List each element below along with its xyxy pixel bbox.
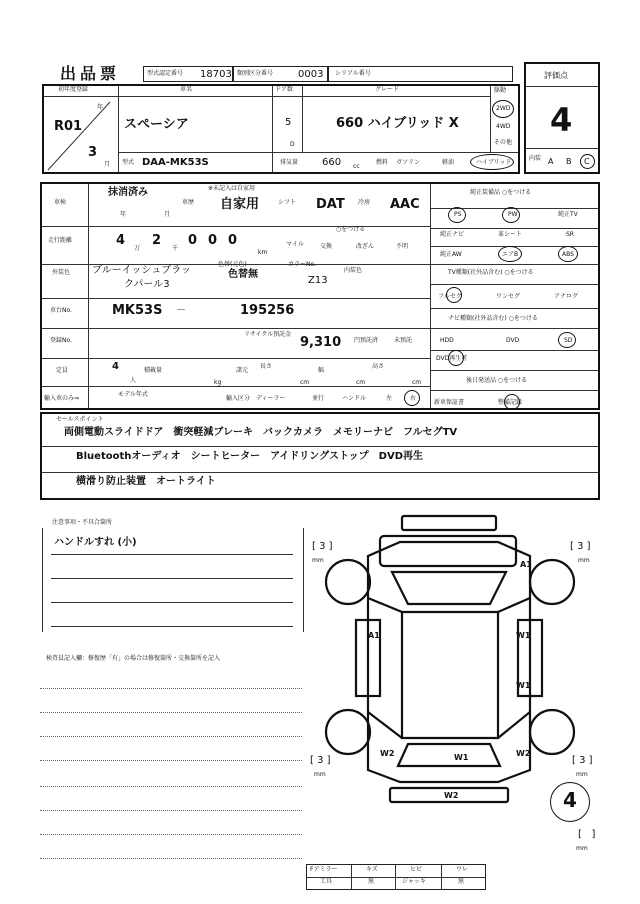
tread-fr-unit: mm (578, 557, 590, 564)
notes-label: 注意事項・不具合箇所 (52, 519, 113, 526)
doors-unit: D (290, 141, 295, 148)
equip-aw: 純正AW (440, 251, 462, 258)
mile-label: マイル (286, 241, 304, 248)
navi-sd-circle (558, 332, 576, 348)
hgt-unit: cm (412, 379, 422, 386)
serial-label: シリアル番号 (335, 70, 371, 77)
color-no-value: Z13 (308, 275, 328, 286)
import-class-label: 輸入区分 (226, 395, 251, 402)
later-title: 後日発送品 ○をつける (466, 377, 528, 384)
drive-label: 駆動 (494, 87, 507, 94)
shaken-label: 車検 (54, 199, 67, 206)
equip-pw-circle (502, 207, 520, 223)
disp-value: 660 (322, 157, 342, 168)
recycle-not: 未預託 (394, 337, 413, 344)
sen-unit: 千 (172, 245, 179, 252)
mileage-d2: 2 (152, 233, 162, 248)
year-unit: 年 (97, 104, 104, 111)
vehicle-name: スペーシア (124, 117, 189, 132)
sales-line-1: 両側電動スライドドア 衝突軽減ブレーキ バックカメラ メモリーナビ フルセグTV (64, 427, 458, 438)
tv-oneseg: ワンセグ (496, 293, 521, 300)
mile-opt-exchange: 交換 (320, 243, 333, 250)
mark-w1-right-rear: W1 (516, 681, 531, 690)
equip-tv: 純正TV (558, 211, 578, 218)
drive-opt-2wd: 2WD (496, 105, 511, 112)
equip-ps: PS (454, 211, 462, 218)
navi-hdd: HDD (440, 337, 454, 344)
later-warranty: 新車保証書 (434, 399, 465, 406)
shift-label: シフト (278, 199, 297, 206)
mark-a1-left: A1 (368, 631, 380, 640)
interior-c-circle (580, 154, 595, 169)
color-label: 外装色 (52, 269, 71, 276)
len-unit: cm (300, 379, 310, 386)
original-color-label: 色替(元色) (218, 261, 247, 268)
shift-value: DAT (316, 197, 345, 212)
model-label: 型式 (122, 159, 135, 166)
mile-opt-unknown: 不明 (396, 243, 409, 250)
mileage-d4: 0 (208, 233, 218, 248)
fuel-opt-diesel: 軽油 (442, 159, 455, 166)
fuel-opt-hybrid: ハイブリッド (476, 159, 512, 166)
model-value: DAA-MK53S (142, 157, 209, 168)
mileage-d3: 0 (188, 233, 198, 248)
class-no-label: 類別区分番号 (237, 70, 274, 77)
mark-w2-right-rear: W2 (516, 749, 531, 758)
import-opt-dealer: ディーラー (256, 395, 286, 402)
tread-fl: [ 3 ] (312, 541, 333, 552)
disp-unit: cc (353, 163, 360, 170)
hgt-label: 高さ (372, 363, 385, 370)
interior-opt-a: A (548, 157, 554, 166)
mark-a1-front: A1 (520, 560, 532, 569)
capacity-value: 4 (112, 361, 119, 372)
grade-value: 660 ハイブリッド X (336, 116, 459, 131)
model-year-label: モデル年式 (118, 391, 148, 398)
sales-line-3: 横滑り防止装置 オートライト (76, 476, 216, 487)
car-diagram (320, 512, 580, 812)
score-value: 4 (550, 101, 573, 139)
inner-color-label: 内装色 (344, 267, 363, 274)
tread-rl-unit: mm (314, 771, 326, 778)
equip-airbag: エアB (502, 251, 519, 258)
drive-opt-other: その他 (494, 139, 513, 146)
dvd-circle (448, 350, 464, 366)
capacity-label: 定員 (56, 367, 69, 374)
month-unit: 月 (104, 161, 111, 168)
import-opt-parallel: 並行 (312, 395, 325, 402)
tread-fr: [ 3 ] (570, 541, 591, 552)
len-label: 長さ (260, 363, 273, 370)
shaken-year-unit: 年 (120, 211, 127, 218)
interior-label: 内装 (529, 155, 542, 162)
sales-label: セールスポイント (56, 416, 104, 423)
disp-label: 排気量 (280, 159, 299, 166)
footer-h-mirror: Fアミラー (310, 866, 338, 873)
serial-field (328, 66, 513, 82)
ac-value: AAC (390, 197, 420, 212)
load-unit: kg (214, 379, 222, 386)
tread-fl-unit: mm (312, 557, 324, 564)
mileage-d1: 4 (116, 233, 126, 248)
color-no-label: カラーNo. (288, 261, 316, 268)
fuel-opt-gas: ガソリン (396, 159, 421, 166)
color-main: ブルーイッシュブラッ (92, 265, 191, 276)
history-note: ※未記入は自家用 (208, 185, 256, 192)
grade-label: グレード (375, 86, 400, 93)
equip-pw: PW (508, 211, 518, 218)
tread-rl: [ 3 ] (310, 755, 331, 766)
handle-label: ハンドル (342, 395, 367, 402)
mark-w2-bumper: W2 (444, 791, 459, 800)
spare-bracket: [ ] (578, 829, 596, 840)
bottom-score: 4 (563, 788, 577, 812)
handle-opt-left: 左 (386, 395, 393, 402)
equip-airbag-circle (498, 246, 522, 262)
history-value: 自家用 (220, 197, 260, 212)
footer-v-jack-none: 無 (458, 878, 465, 885)
score-label: 評価点 (544, 71, 568, 80)
sales-line-2: Bluetoothオーディオ シートヒーター アイドリングストップ DVD再生 (76, 451, 424, 462)
spare-unit: mm (576, 845, 588, 852)
wid-unit: cm (356, 379, 366, 386)
first-reg-slash (44, 96, 114, 172)
name-label: 車名 (180, 86, 193, 93)
first-reg-year: R01 (54, 119, 83, 134)
mileage-label: 走行距離 (48, 237, 73, 244)
recycle-unit: 円預託済 (354, 337, 379, 344)
drive-opt-4wd: 4WD (496, 123, 511, 130)
equip-title: 純正装備品 ○をつける (470, 189, 532, 196)
fuel-hybrid-circle (470, 154, 514, 170)
recycle-label: リサイクル預託金 (244, 331, 292, 338)
chassis-label: 車台No. (50, 307, 72, 314)
interior-opt-b: B (566, 157, 572, 166)
handle-right-circle (404, 390, 420, 406)
equip-abs: ABS (562, 251, 574, 258)
later-record: 整備記録 (498, 399, 523, 406)
equip-leather: 革シート (498, 231, 523, 238)
mark-w2-left-rear: W2 (380, 749, 395, 758)
navi-title: ナビ種類(社外品含む) ○をつける (448, 315, 538, 322)
notes-text: ハンドルすれ (小) (54, 537, 137, 548)
form-no-field (143, 66, 233, 82)
recycle-value: 9,310 (300, 335, 342, 350)
mark-w1-rear: W1 (454, 753, 469, 762)
shaken-value: 抹消済み (108, 187, 148, 198)
shaken-month-unit: 月 (164, 211, 171, 218)
chassis-no: 195256 (240, 303, 295, 318)
later-record-circle (504, 394, 520, 410)
footer-h-scratch: キズ (366, 866, 378, 873)
first-reg-month: 3 (88, 145, 98, 160)
fuel-label: 燃料 (376, 159, 389, 166)
chassis-prefix: MK53S (112, 303, 163, 318)
chassis-dash: － (176, 305, 186, 316)
wid-label: 幅 (318, 367, 325, 374)
class-no-field (233, 66, 328, 82)
tv-title: TV種類(社外品含む) ○をつける (448, 269, 534, 276)
color-main2: クパール3 (124, 279, 170, 290)
page-title: 出品票 (60, 64, 121, 83)
mile-opt-tamper: 改ざん (356, 243, 375, 250)
capacity-unit: 人 (130, 377, 137, 384)
drive-2wd-circle (492, 100, 514, 118)
mileage-d5: 0 (228, 233, 238, 248)
equip-sr: SR (566, 231, 574, 238)
ac-label: 冷房 (358, 199, 371, 206)
equip-abs-circle (558, 246, 578, 262)
tv-analog: アナログ (554, 293, 579, 300)
tv-fullseg: フルセグ (438, 293, 462, 300)
tread-rr: [ 3 ] (572, 755, 593, 766)
doors-value: 5 (285, 117, 292, 128)
first-reg-label: 初年度登録 (58, 86, 89, 93)
footer-v-tool: 工具 (320, 878, 333, 885)
km-unit: km (258, 249, 268, 256)
score-box (524, 62, 600, 174)
man-unit: 万 (134, 245, 141, 252)
footer-h-break: ワレ (456, 866, 469, 873)
interior-opt-c: C (584, 157, 590, 166)
mile-note: ○をつける (336, 226, 366, 233)
tv-fullseg-circle (446, 287, 462, 303)
form-no-value: 18703 (200, 69, 232, 80)
class-no-value: 0003 (298, 69, 324, 80)
navi-sd: SD (564, 337, 573, 344)
inspector-label: 検査員記入欄：修復歴「有」の場合は修復箇所・交換箇所を記入 (46, 655, 221, 662)
equip-navi: 純正ナビ (440, 231, 465, 238)
handle-opt-right: 右 (410, 395, 417, 402)
tread-rr-unit: mm (576, 771, 588, 778)
navi-dvd: DVD (506, 337, 520, 344)
footer-h-crack: ヒビ (410, 866, 423, 873)
reg-no-label: 登録No. (50, 337, 72, 344)
mark-w1-right-front: W1 (516, 631, 531, 640)
footer-v-jack: ジャッキ (402, 878, 426, 885)
doors-label: ドア数 (275, 86, 293, 93)
footer-v-tool-none: 無 (368, 878, 375, 885)
history-label: 車歴 (182, 199, 195, 206)
dims-label: 諸元 (236, 367, 249, 374)
load-label: 積載量 (144, 367, 163, 374)
original-color-value: 色替無 (228, 269, 258, 280)
form-no-label: 型式認定番号 (147, 70, 184, 77)
dvd-label: DVD再生可 (436, 355, 468, 362)
equip-ps-circle (448, 207, 466, 223)
import-label: 輸入車のみ⇒ (44, 395, 80, 402)
